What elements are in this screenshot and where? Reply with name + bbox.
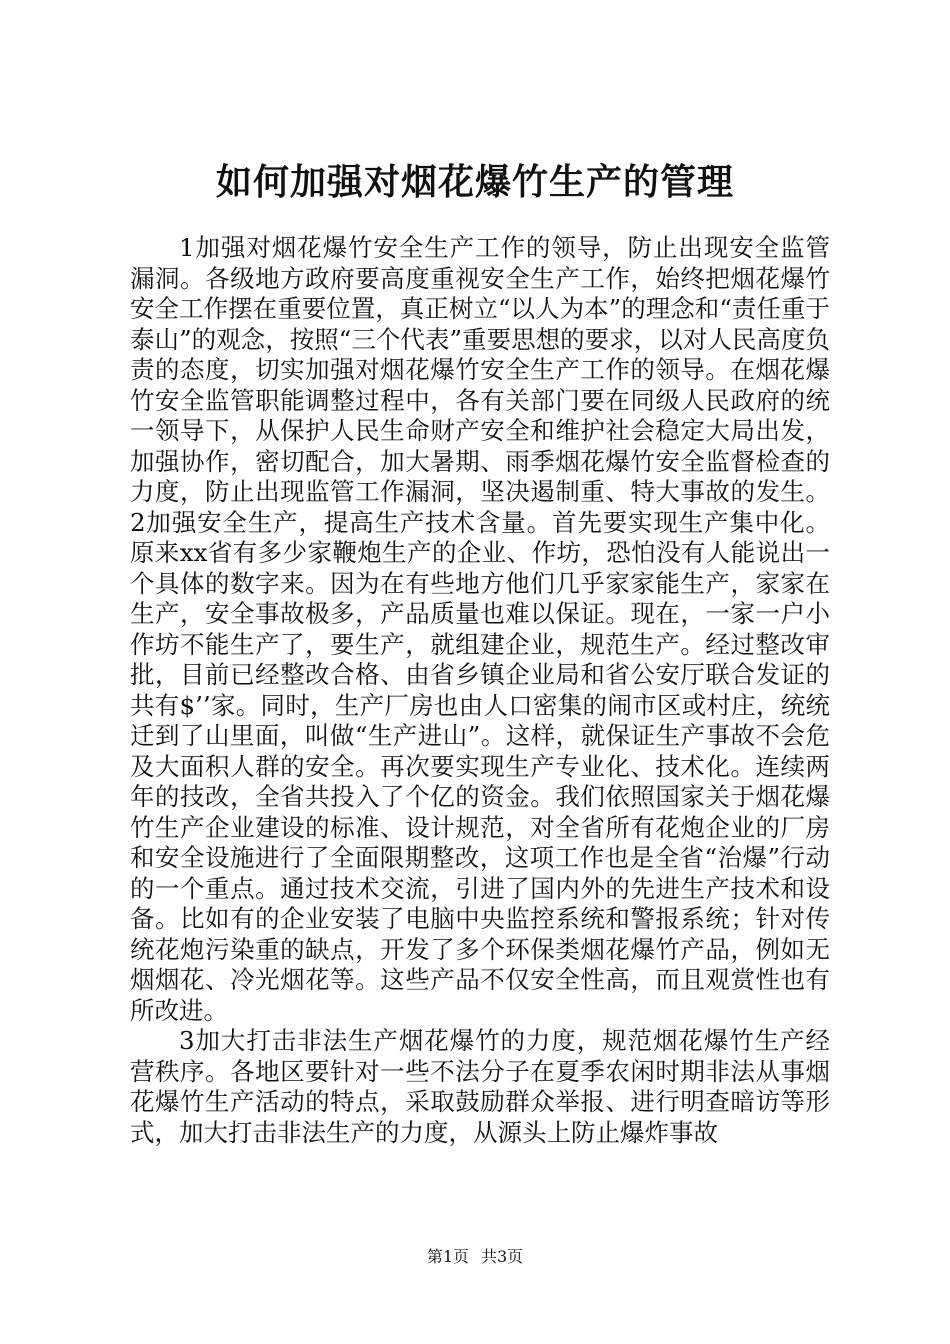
- document-title: 如何加强对烟花爆竹生产的管理: [215, 161, 734, 203]
- page-footer: [0, 1247, 950, 1267]
- page-number: 第1页: [426, 1247, 469, 1266]
- body-paragraph: 3加大打击非法生产烟花爆竹的力度，规范烟花爆竹生产经营秩序。各地区要针对一些不法分子在夏季农闲时期非法从事烟花爆竹生产活动的特点，采取鼓励群众举报、进行明查暗访等形式，加大打击非法生产的力度，从源头上防止爆炸事故: [130, 1026, 830, 1147]
- document-body: [130, 233, 830, 1148]
- page-total: 共3页: [481, 1247, 524, 1266]
- body-paragraph: 1加强对烟花爆竹安全生产工作的领导，防止出现安全监管漏洞。各级地方政府要高度重视安全生产工作，始终把烟花爆竹安全工作摆在重要位置，真正树立“以人为本”的理念和“责任重于泰山”的观念，按照“三个代表”重要思想的要求，以对人民高度负责的态度，切实加强对烟花爆竹安全生产工作的领导。在烟花爆竹安全监管职能调整过程中，各有关部门要在同级人民政府的统一领导下，从保护人民生命财产安全和维护社会稳定大局出发，加强协作，密切配合，加大暑期、雨季烟花爆竹安全监督检查的力度，防止出现监管工作漏洞，坚决遏制重、特大事故的发生。2加强安全生产，提高生产技术含量。首先要实现生产集中化。原来xx省有多少家鞭炮生产的企业、作坊，恐怕没有人能说出一个具体的数字来。因为在有些地方他们几乎家家能生产，家家在生产，安全事故极多，产品质量也难以保证。现在，一家一户小作坊不能生产了，要生产，就组建企业，规范生产。经过整改审批，目前已经整改合格、由省乡镇企业局和省公安厅联合发证的共有$’’家。同时，生产厂房也由人口密集的闹市区或村庄，统统迁到了山里面，叫做“生产进山”。这样，就保证生产事故不会危及大面积人群的安全。再次要实现生产专业化、技术化。连续两年的技改，全省共投入了个亿的资金。我们依照国家关于烟花爆竹生产企业建设的标准、设计规范，对全省所有花炮企业的厂房和安全设施进行了全面限期整改，这项工作也是全省“治爆”行动的一个重点。通过技术交流，引进了国内外的先进生产技术和设备。比如有的企业安装了电脑中央监控系统和警报系统；针对传统花炮污染重的缺点，开发了多个环保类烟花爆竹产品，例如无烟烟花、冷光烟花等。这些产品不仅安全性高，而且观赏性也有所改进。: [130, 233, 830, 1025]
